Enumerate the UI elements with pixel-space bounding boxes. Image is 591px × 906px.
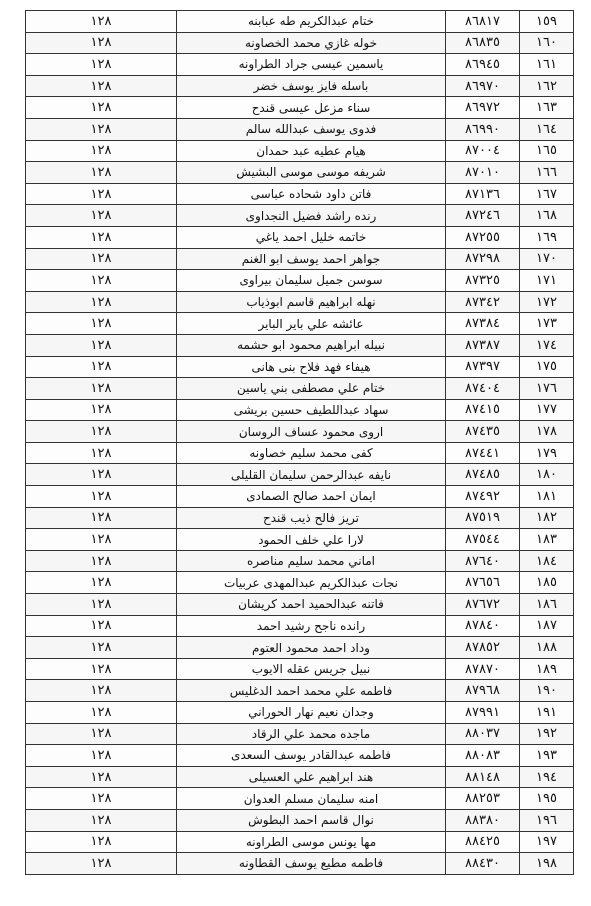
full-name-cell: مها يونس موسى الطراونه <box>177 831 446 853</box>
results-table <box>25 10 574 875</box>
value-cell: ١٢٨ <box>26 658 177 680</box>
id-number-cell: ٨٧٩٦٨ <box>446 680 520 702</box>
full-name-cell: شريفه موسى موسى البشيش <box>177 162 446 184</box>
id-number-cell: ٨٧٢٤٦ <box>446 205 520 227</box>
id-number-cell: ٨٧٣٨٧ <box>446 334 520 356</box>
value-cell: ١٢٨ <box>26 183 177 205</box>
serial-number-cell: ١٨١ <box>520 486 574 508</box>
id-number-cell: ٨٧٦٥٦ <box>446 572 520 594</box>
id-number-cell: ٨٧١٣٦ <box>446 183 520 205</box>
id-number-cell: ٨٨٣٨٠ <box>446 809 520 831</box>
serial-number-cell: ١٦٦ <box>520 162 574 184</box>
id-number-cell: ٨٧٣٢٥ <box>446 270 520 292</box>
serial-number-cell: ١٧٥ <box>520 356 574 378</box>
table-row <box>26 205 574 227</box>
id-number-cell: ٨٧٣٨٤ <box>446 313 520 335</box>
table-row <box>26 809 574 831</box>
serial-number-cell: ١٦٣ <box>520 97 574 119</box>
table-row <box>26 313 574 335</box>
table-row <box>26 11 574 33</box>
table-row <box>26 723 574 745</box>
table-row <box>26 356 574 378</box>
value-cell: ١٢٨ <box>26 594 177 616</box>
full-name-cell: وجدان نعيم نهار الحوراني <box>177 702 446 724</box>
full-name-cell: ياسمين عيسى جراد الطراونه <box>177 54 446 76</box>
table-row <box>26 270 574 292</box>
id-number-cell: ٨٨٠٣٧ <box>446 723 520 745</box>
value-cell: ١٢٨ <box>26 745 177 767</box>
serial-number-cell: ١٦٧ <box>520 183 574 205</box>
serial-number-cell: ١٨٢ <box>520 507 574 529</box>
serial-number-cell: ١٦١ <box>520 54 574 76</box>
id-number-cell: ٨٧٦٤٠ <box>446 550 520 572</box>
table-row <box>26 334 574 356</box>
full-name-cell: عائشه علي باير الباير <box>177 313 446 335</box>
table-row <box>26 54 574 76</box>
serial-number-cell: ١٩٣ <box>520 745 574 767</box>
id-number-cell: ٨٨٢٥٣ <box>446 788 520 810</box>
full-name-cell: نهله ابراهيم قاسم ابوذياب <box>177 291 446 313</box>
serial-number-cell: ١٧٣ <box>520 313 574 335</box>
serial-number-cell: ١٩٤ <box>520 766 574 788</box>
value-cell: ١٢٨ <box>26 507 177 529</box>
serial-number-cell: ١٧٤ <box>520 334 574 356</box>
table-row <box>26 745 574 767</box>
serial-number-cell: ١٨٣ <box>520 529 574 551</box>
value-cell: ١٢٨ <box>26 97 177 119</box>
table-row <box>26 378 574 400</box>
id-number-cell: ٨٦٩٧٢ <box>446 97 520 119</box>
value-cell: ١٢٨ <box>26 291 177 313</box>
full-name-cell: فاطمه علي محمد احمد الدغليس <box>177 680 446 702</box>
id-number-cell: ٨٨١٤٨ <box>446 766 520 788</box>
table-row <box>26 421 574 443</box>
serial-number-cell: ١٦٨ <box>520 205 574 227</box>
full-name-cell: لارا علي خلف الحمود <box>177 529 446 551</box>
id-number-cell: ٨٨٤٣٠ <box>446 853 520 875</box>
id-number-cell: ٨٦٩٩٠ <box>446 118 520 140</box>
full-name-cell: سوسن جميل سليمان بيراوى <box>177 270 446 292</box>
value-cell: ١٢٨ <box>26 421 177 443</box>
id-number-cell: ٨٧٢٥٥ <box>446 226 520 248</box>
full-name-cell: ايمان احمد صالح الصمادى <box>177 486 446 508</box>
serial-number-cell: ١٧٢ <box>520 291 574 313</box>
id-number-cell: ٨٧٤٨٥ <box>446 464 520 486</box>
table-row <box>26 550 574 572</box>
table-row <box>26 529 574 551</box>
table-row <box>26 97 574 119</box>
full-name-cell: رانده ناجح رشيد احمد <box>177 615 446 637</box>
full-name-cell: تريز فالح ذيب قندح <box>177 507 446 529</box>
id-number-cell: ٨٦٩٧٠ <box>446 75 520 97</box>
serial-number-cell: ١٥٩ <box>520 11 574 33</box>
serial-number-cell: ١٦٢ <box>520 75 574 97</box>
serial-number-cell: ١٧٩ <box>520 442 574 464</box>
full-name-cell: خوله غازي محمد الخصاونه <box>177 32 446 54</box>
id-number-cell: ٨٧٤٤١ <box>446 442 520 464</box>
table-row <box>26 702 574 724</box>
serial-number-cell: ١٩٥ <box>520 788 574 810</box>
table-row <box>26 615 574 637</box>
value-cell: ١٢٨ <box>26 248 177 270</box>
full-name-cell: اروى محمود عساف الروسان <box>177 421 446 443</box>
full-name-cell: نوال قاسم احمد البطوش <box>177 809 446 831</box>
value-cell: ١٢٨ <box>26 615 177 637</box>
serial-number-cell: ١٨٥ <box>520 572 574 594</box>
value-cell: ١٢٨ <box>26 442 177 464</box>
results-table-body <box>26 11 574 875</box>
serial-number-cell: ١٨٧ <box>520 615 574 637</box>
serial-number-cell: ١٨٦ <box>520 594 574 616</box>
value-cell: ١٢٨ <box>26 378 177 400</box>
serial-number-cell: ١٨٠ <box>520 464 574 486</box>
value-cell: ١٢٨ <box>26 637 177 659</box>
serial-number-cell: ١٩٧ <box>520 831 574 853</box>
value-cell: ١٢٨ <box>26 572 177 594</box>
full-name-cell: امنه سليمان مسلم العدوان <box>177 788 446 810</box>
id-number-cell: ٨٧٨٧٠ <box>446 658 520 680</box>
table-row <box>26 464 574 486</box>
full-name-cell: ماجده محمد علي الرقاد <box>177 723 446 745</box>
full-name-cell: نبيل جريس عقله الايوب <box>177 658 446 680</box>
serial-number-cell: ١٦٤ <box>520 118 574 140</box>
full-name-cell: باسله فايز يوسف خضر <box>177 75 446 97</box>
full-name-cell: فاطمه مطيع يوسف القطاونه <box>177 853 446 875</box>
id-number-cell: ٨٧٤١٥ <box>446 399 520 421</box>
full-name-cell: خاتمه خليل احمد ياغي <box>177 226 446 248</box>
serial-number-cell: ١٩٦ <box>520 809 574 831</box>
full-name-cell: جواهر احمد يوسف ابو الغنم <box>177 248 446 270</box>
table-row <box>26 183 574 205</box>
full-name-cell: فاتن داود شحاده عباسى <box>177 183 446 205</box>
serial-number-cell: ١٩٠ <box>520 680 574 702</box>
id-number-cell: ٨٨٠٨٣ <box>446 745 520 767</box>
full-name-cell: فاطمه عبدالقادر يوسف السعدى <box>177 745 446 767</box>
table-row <box>26 291 574 313</box>
full-name-cell: وداد احمد محمود العتوم <box>177 637 446 659</box>
serial-number-cell: ١٩١ <box>520 702 574 724</box>
table-row <box>26 32 574 54</box>
table-row <box>26 248 574 270</box>
id-number-cell: ٨٧٣٤٢ <box>446 291 520 313</box>
id-number-cell: ٨٦٩٤٥ <box>446 54 520 76</box>
full-name-cell: اماني محمد سليم مناصره <box>177 550 446 572</box>
id-number-cell: ٨٧٩٩١ <box>446 702 520 724</box>
id-number-cell: ٨٧٥٤٤ <box>446 529 520 551</box>
value-cell: ١٢٨ <box>26 853 177 875</box>
value-cell: ١٢٨ <box>26 766 177 788</box>
value-cell: ١٢٨ <box>26 54 177 76</box>
value-cell: ١٢٨ <box>26 334 177 356</box>
value-cell: ١٢٨ <box>26 680 177 702</box>
serial-number-cell: ١٧١ <box>520 270 574 292</box>
id-number-cell: ٨٧٣٩٧ <box>446 356 520 378</box>
full-name-cell: نجات عبدالكريم عبدالمهدى عربيات <box>177 572 446 594</box>
table-row <box>26 831 574 853</box>
table-row <box>26 658 574 680</box>
full-name-cell: رنده راشد فضيل النجداوى <box>177 205 446 227</box>
full-name-cell: سهاد عبداللطيف حسين بريشى <box>177 399 446 421</box>
table-row <box>26 507 574 529</box>
full-name-cell: فاتنه عبدالحميد احمد كريشان <box>177 594 446 616</box>
value-cell: ١٢٨ <box>26 702 177 724</box>
id-number-cell: ٨٨٤٢٥ <box>446 831 520 853</box>
table-row <box>26 788 574 810</box>
full-name-cell: هند ابراهيم علي العسيلى <box>177 766 446 788</box>
value-cell: ١٢٨ <box>26 313 177 335</box>
serial-number-cell: ١٩٨ <box>520 853 574 875</box>
table-row <box>26 118 574 140</box>
id-number-cell: ٨٧٨٤٠ <box>446 615 520 637</box>
serial-number-cell: ١٨٩ <box>520 658 574 680</box>
serial-number-cell: ١٦٠ <box>520 32 574 54</box>
value-cell: ١٢٨ <box>26 356 177 378</box>
full-name-cell: سناء مزعل عيسى قندح <box>177 97 446 119</box>
value-cell: ١٢٨ <box>26 162 177 184</box>
full-name-cell: ختام علي مصطفى بني ياسين <box>177 378 446 400</box>
full-name-cell: هيفاء فهد فلاح بنى هانى <box>177 356 446 378</box>
id-number-cell: ٨٧٦٧٢ <box>446 594 520 616</box>
value-cell: ١٢٨ <box>26 11 177 33</box>
table-row <box>26 637 574 659</box>
value-cell: ١٢٨ <box>26 550 177 572</box>
id-number-cell: ٨٧٤٩٢ <box>446 486 520 508</box>
full-name-cell: نايفه عبدالرحمن سليمان القليلى <box>177 464 446 486</box>
value-cell: ١٢٨ <box>26 140 177 162</box>
table-row <box>26 853 574 875</box>
id-number-cell: ٨٧٠١٠ <box>446 162 520 184</box>
value-cell: ١٢٨ <box>26 486 177 508</box>
id-number-cell: ٨٧٨٥٢ <box>446 637 520 659</box>
serial-number-cell: ١٨٨ <box>520 637 574 659</box>
value-cell: ١٢٨ <box>26 270 177 292</box>
id-number-cell: ٨٧٢٩٨ <box>446 248 520 270</box>
value-cell: ١٢٨ <box>26 32 177 54</box>
table-row <box>26 766 574 788</box>
table-row <box>26 140 574 162</box>
full-name-cell: كفى محمد سليم خصاونه <box>177 442 446 464</box>
serial-number-cell: ١٧٧ <box>520 399 574 421</box>
full-name-cell: هيام عطيه عبد حمدان <box>177 140 446 162</box>
table-row <box>26 442 574 464</box>
serial-number-cell: ١٨٤ <box>520 550 574 572</box>
value-cell: ١٢٨ <box>26 118 177 140</box>
serial-number-cell: ١٦٩ <box>520 226 574 248</box>
id-number-cell: ٨٧٤٣٥ <box>446 421 520 443</box>
full-name-cell: ختام عبدالكريم طه عبابنه <box>177 11 446 33</box>
value-cell: ١٢٨ <box>26 75 177 97</box>
table-row <box>26 572 574 594</box>
value-cell: ١٢٨ <box>26 226 177 248</box>
value-cell: ١٢٨ <box>26 809 177 831</box>
id-number-cell: ٨٧٠٠٤ <box>446 140 520 162</box>
id-number-cell: ٨٧٥١٩ <box>446 507 520 529</box>
value-cell: ١٢٨ <box>26 399 177 421</box>
value-cell: ١٢٨ <box>26 464 177 486</box>
id-number-cell: ٨٧٤٠٤ <box>446 378 520 400</box>
serial-number-cell: ١٩٢ <box>520 723 574 745</box>
value-cell: ١٢٨ <box>26 788 177 810</box>
table-row <box>26 486 574 508</box>
serial-number-cell: ١٧٠ <box>520 248 574 270</box>
value-cell: ١٢٨ <box>26 205 177 227</box>
full-name-cell: نبيله ابراهيم محمود ابو حشمه <box>177 334 446 356</box>
full-name-cell: فدوى يوسف عبدالله سالم <box>177 118 446 140</box>
value-cell: ١٢٨ <box>26 723 177 745</box>
value-cell: ١٢٨ <box>26 831 177 853</box>
table-row <box>26 594 574 616</box>
value-cell: ١٢٨ <box>26 529 177 551</box>
serial-number-cell: ١٦٥ <box>520 140 574 162</box>
serial-number-cell: ١٧٨ <box>520 421 574 443</box>
id-number-cell: ٨٦٨١٧ <box>446 11 520 33</box>
table-row <box>26 75 574 97</box>
table-row <box>26 399 574 421</box>
table-row <box>26 226 574 248</box>
table-row <box>26 680 574 702</box>
table-row <box>26 162 574 184</box>
serial-number-cell: ١٧٦ <box>520 378 574 400</box>
id-number-cell: ٨٦٨٣٥ <box>446 32 520 54</box>
